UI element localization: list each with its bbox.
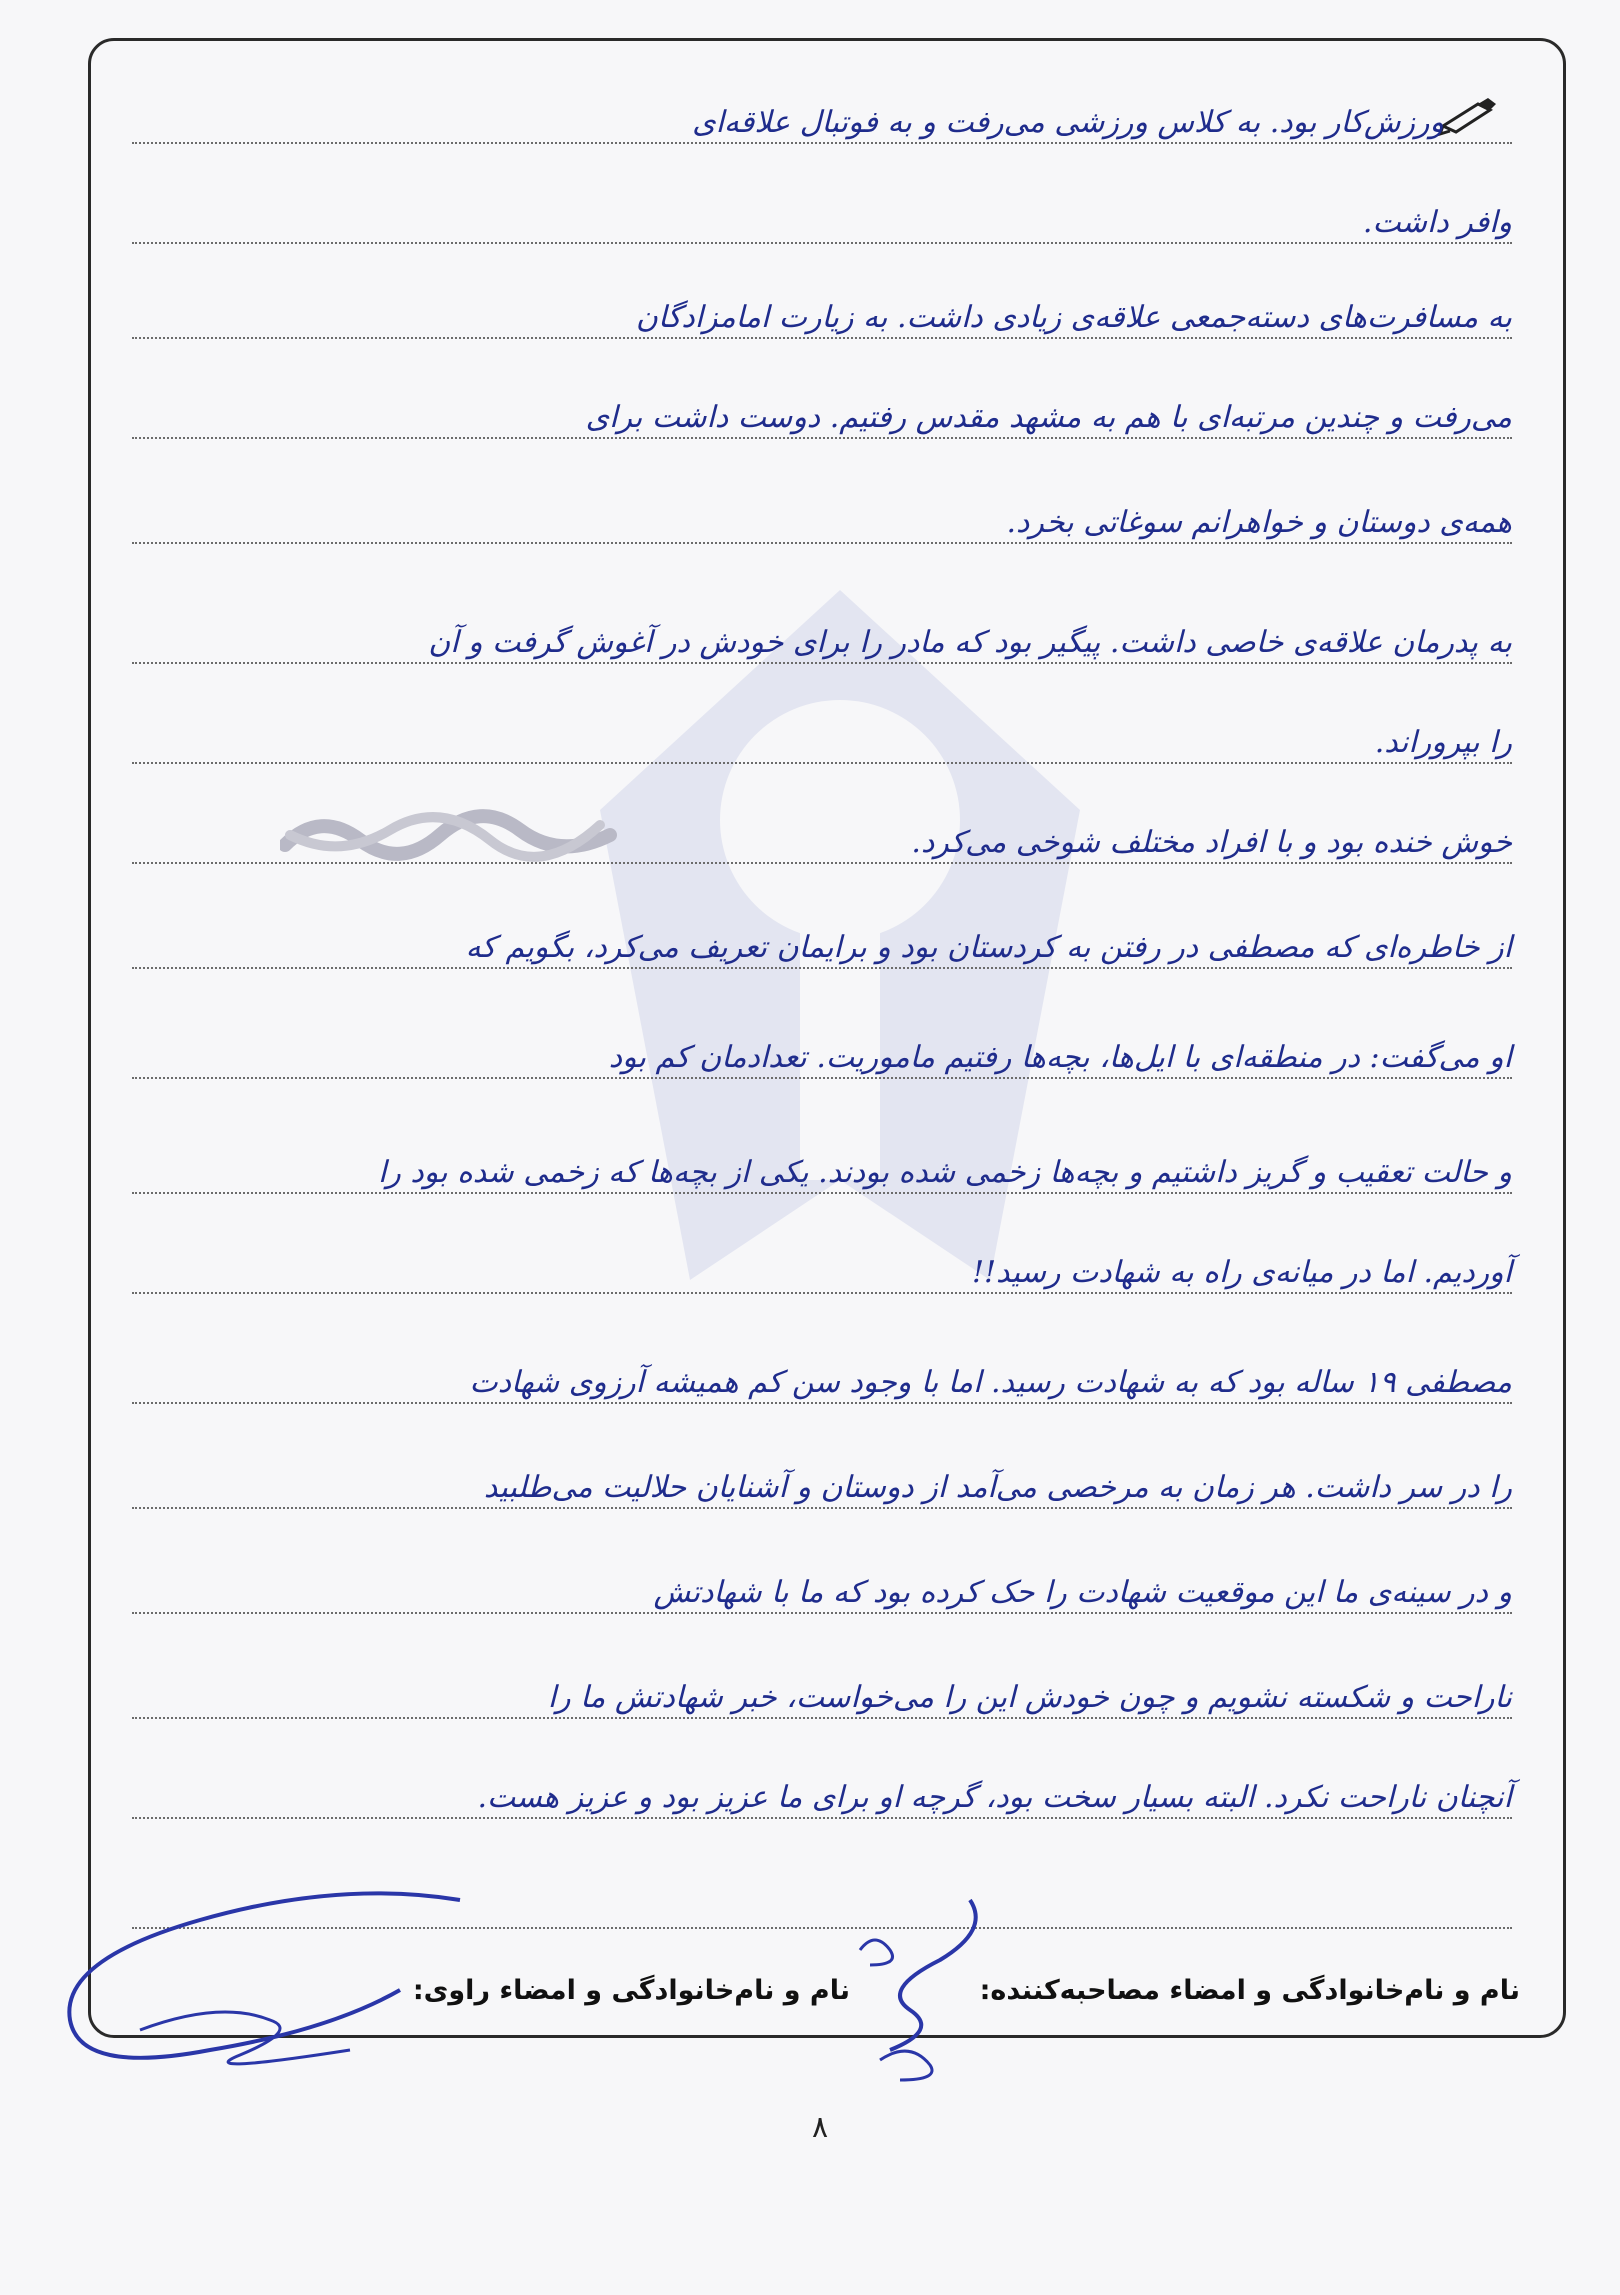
handwritten-text: و در سینه‌ی ما این موقعیت شهادت را حک کرده بود که ما با شهادتش <box>653 1575 1512 1610</box>
handwritten-text: ناراحت و شکسته نشویم و چون خودش این را می‌خواست، خبر شهادتش ما را <box>547 1680 1512 1715</box>
dotted-rule <box>132 1717 1512 1719</box>
writing-line <box>132 1665 1512 1725</box>
handwritten-text: می‌رفت و چندین مرتبه‌ای با هم به مشهد مقدس رفتیم. دوست داشت برای <box>585 400 1512 435</box>
page-number: ۸ <box>811 2110 829 2145</box>
handwritten-text: مصطفی ۱۹ ساله بود که به شهادت رسید. اما با وجود سن کم همیشه آرزوی شهادت <box>469 1365 1512 1400</box>
writing-line <box>132 1140 1512 1200</box>
handwritten-text: و حالت تعقیب و گریز داشتیم و بچه‌ها زخمی شده بودند. یکی از بچه‌ها که زخمی شده بود را <box>377 1155 1512 1190</box>
dotted-rule <box>132 762 1512 764</box>
writing-line <box>132 710 1512 770</box>
dotted-rule <box>132 242 1512 244</box>
writing-line <box>132 385 1512 445</box>
handwritten-text: وافر داشت. <box>1362 205 1512 240</box>
dotted-rule <box>132 1507 1512 1509</box>
handwritten-text: آوردیم. اما در میانه‌ی راه به شهادت رسید!! <box>971 1255 1512 1290</box>
dotted-rule <box>132 437 1512 439</box>
narrator-signature-icon <box>40 1880 480 2090</box>
dotted-rule <box>132 1077 1512 1079</box>
dotted-rule <box>132 662 1512 664</box>
dotted-rule <box>132 1192 1512 1194</box>
writing-line <box>132 1560 1512 1620</box>
writing-line <box>132 610 1512 670</box>
handwritten-text: ورزش‌کار بود. به کلاس ورزشی می‌رفت و به فوتبال علاقه‌ای <box>692 105 1444 140</box>
dotted-rule <box>132 1612 1512 1614</box>
writing-line <box>132 1350 1512 1410</box>
handwritten-text: را در سر داشت. هر زمان به مرخصی می‌آمد از دوستان و آشنایان حلالیت می‌طلبید <box>483 1470 1512 1505</box>
dotted-rule <box>132 142 1512 144</box>
dotted-rule <box>132 1817 1512 1819</box>
writing-line <box>132 1025 1512 1085</box>
redaction-scribble <box>280 805 620 865</box>
interviewer-signature-icon <box>820 1890 1040 2090</box>
dotted-rule <box>132 1402 1512 1404</box>
writing-line <box>132 90 1512 150</box>
narrator-signature-label: نام و نام‌خانوادگی و امضاء راوی: <box>412 1975 850 2006</box>
dotted-rule <box>132 337 1512 339</box>
dotted-rule <box>132 1292 1512 1294</box>
writing-line <box>132 1455 1512 1515</box>
dotted-rule <box>132 542 1512 544</box>
dotted-rule <box>132 967 1512 969</box>
writing-line <box>132 490 1512 550</box>
writing-line <box>132 190 1512 250</box>
handwritten-text: خوش خنده بود و با افراد مختلف شوخی می‌کرد. <box>911 825 1512 860</box>
handwritten-text: او می‌گفت: در منطقه‌ای با ایل‌ها، بچه‌ها رفتیم ماموریت. تعدادمان کم بود <box>608 1040 1512 1075</box>
handwritten-text: آنچنان ناراحت نکرد. البته بسیار سخت بود، گرچه او برای ما عزیز بود و عزیز هست. <box>477 1780 1512 1815</box>
writing-line <box>132 285 1512 345</box>
handwritten-text: را بپروراند. <box>1374 725 1512 760</box>
handwritten-text: به پدرمان علاقه‌ی خاصی داشت. پیگیر بود که مادر را برای خودش در آغوش گرفت و آن <box>428 625 1512 660</box>
interviewer-signature-label: نام و نام‌خانوادگی و امضاء مصاحبه‌کننده: <box>979 1975 1520 2006</box>
handwritten-text: از خاطره‌ای که مصطفی در رفتن به کردستان بود و برایمان تعریف می‌کرد، بگویم که <box>465 930 1512 965</box>
handwritten-text: همه‌ی دوستان و خواهرانم سوغاتی بخرد. <box>1006 505 1512 540</box>
writing-line <box>132 1240 1512 1300</box>
writing-line <box>132 1765 1512 1825</box>
handwritten-text: به مسافرت‌های دسته‌جمعی علاقه‌ی زیادی داشت. به زیارت امامزادگان <box>635 300 1512 335</box>
writing-line <box>132 915 1512 975</box>
